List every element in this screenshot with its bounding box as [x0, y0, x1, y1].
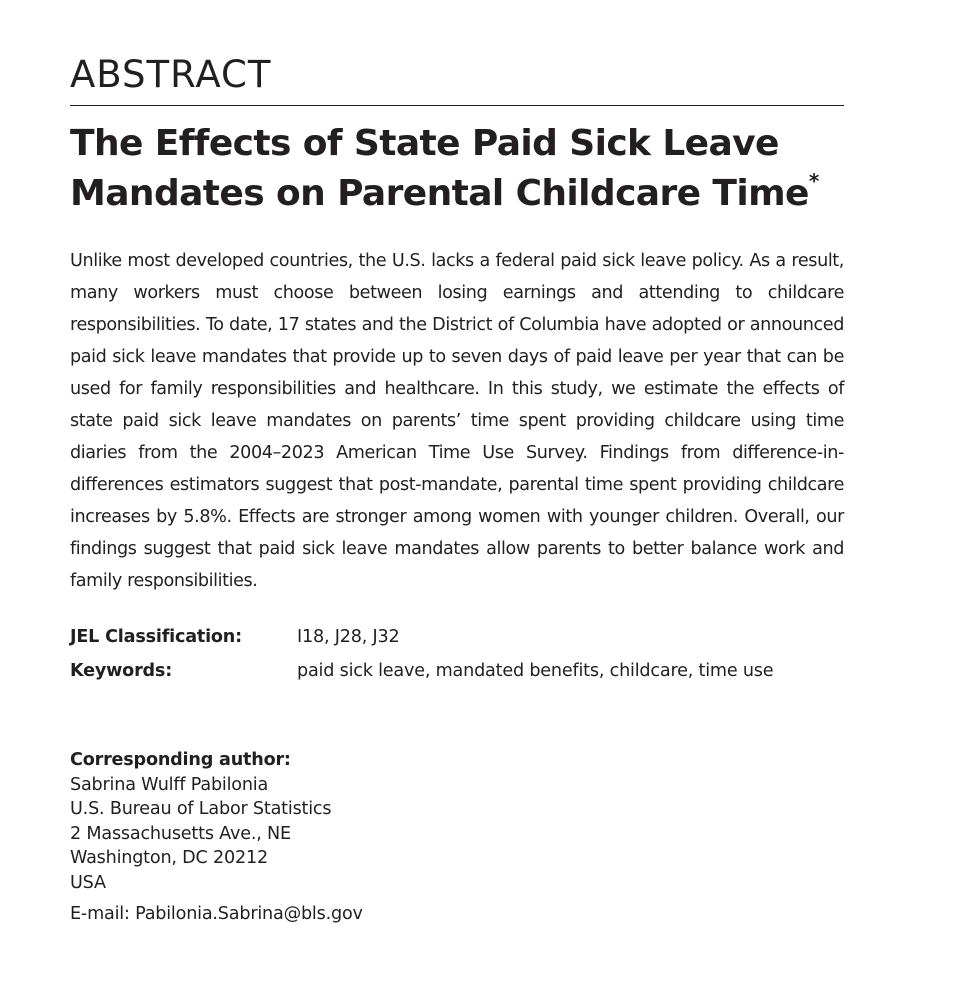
title-line-1: The Effects of State Paid Sick Leave — [70, 123, 779, 164]
author-country: USA — [70, 872, 106, 893]
section-divider — [70, 105, 844, 106]
corresponding-author-block — [70, 748, 331, 895]
corresponding-author-heading: Corresponding author: — [70, 750, 291, 770]
title-footnote-mark: * — [808, 169, 819, 193]
section-label: ABSTRACT — [70, 53, 272, 96]
author-email: E-mail: Pabilonia.Sabrina@bls.gov — [70, 904, 363, 924]
author-name: Sabrina Wulff Pabilonia — [70, 774, 269, 795]
keywords-label: Keywords: — [70, 661, 173, 681]
jel-label: JEL Classification: — [70, 627, 242, 647]
author-city: Washington, DC 20212 — [70, 848, 268, 868]
keywords-value: paid sick leave, mandated benefits, childcare, time use — [297, 661, 774, 681]
title-line-2: Mandates on Parental Childcare Time — [70, 173, 809, 214]
paper-title — [70, 119, 844, 219]
jel-value: I18, J28, J32 — [297, 627, 400, 647]
abstract-text: Unlike most developed countries, the U.S. lacks a federal paid sick leave policy. As a result, many workers must choose between losing earnings and attending to childcare responsibilities. To date, 17 states and the District of Columbia have adopted or announced paid sick leave mandates that provide up to seven days of paid leave per year that can be used for family responsibilities and healthcare. In this study, we estimate the effects of state paid sick leave mandates on parents’ time spent providing childcare using time diaries from the 2004–2023 American Time Use Survey. Findings from difference-in-differences estimators suggest that post-mandate, parental time spent providing childcare increases by 5.8%. Effects are stronger among women with younger children. Overall, our findings suggest that paid sick leave mandates allow parents to better balance work and family responsibilities. — [70, 251, 844, 591]
author-street: 2 Massachusetts Ave., NE — [70, 823, 291, 844]
author-organization: U.S. Bureau of Labor Statistics — [70, 799, 332, 819]
